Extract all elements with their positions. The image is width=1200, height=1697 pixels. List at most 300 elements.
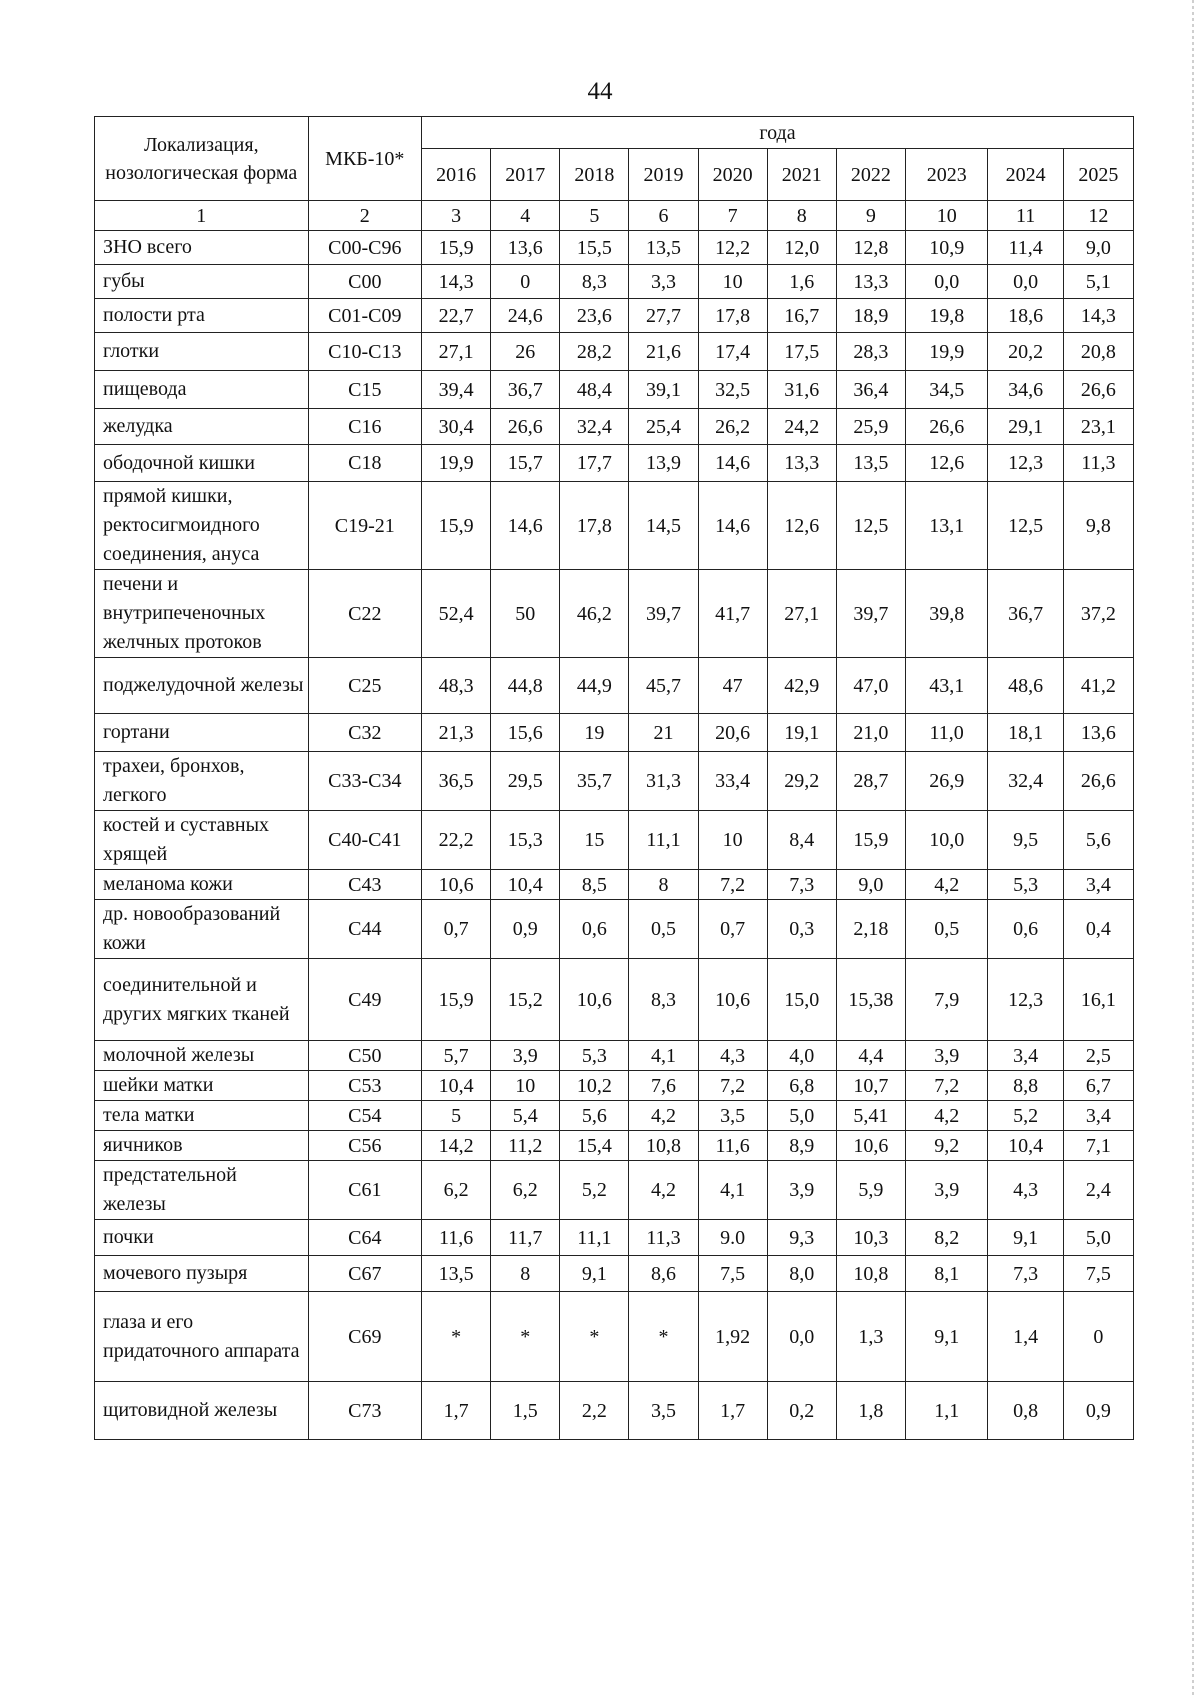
cell-value: 12,5 — [836, 482, 905, 570]
cell-value: 9,1 — [988, 1220, 1063, 1256]
cell-value: 32,4 — [560, 409, 629, 445]
cell-value: 20,6 — [698, 714, 767, 752]
cell-value: 11,3 — [1063, 445, 1133, 482]
cell-value: 0,7 — [422, 900, 491, 959]
cell-value: 13,1 — [905, 482, 988, 570]
cell-value: 3,5 — [698, 1101, 767, 1131]
cell-value: 26 — [491, 333, 560, 371]
cell-localization: меланома кожи — [95, 870, 309, 900]
cell-value: 7,2 — [698, 870, 767, 900]
header-year: 2022 — [836, 149, 905, 201]
column-number: 4 — [491, 201, 560, 231]
cell-icd: С64 — [308, 1220, 421, 1256]
cell-value: 3,4 — [1063, 870, 1133, 900]
cell-localization: пищевода — [95, 371, 309, 409]
cell-value: 11,6 — [422, 1220, 491, 1256]
column-number: 7 — [698, 201, 767, 231]
cell-value: 32,5 — [698, 371, 767, 409]
cell-value: 39,4 — [422, 371, 491, 409]
table-row — [95, 1220, 1134, 1256]
cell-value: 44,9 — [560, 658, 629, 714]
cell-icd: С19-21 — [308, 482, 421, 570]
cell-value: 13,5 — [422, 1256, 491, 1292]
cell-localization: глотки — [95, 333, 309, 371]
cell-value: 15 — [560, 811, 629, 870]
cell-localization: ободочной кишки — [95, 445, 309, 482]
table-row — [95, 1292, 1134, 1382]
cell-value: 36,4 — [836, 371, 905, 409]
cell-value: 41,7 — [698, 570, 767, 658]
cell-value: 13,9 — [629, 445, 698, 482]
header-years-group: года — [422, 117, 1134, 149]
cell-value: 5,41 — [836, 1101, 905, 1131]
table-row — [95, 752, 1134, 811]
cell-value: 0,7 — [698, 900, 767, 959]
cell-value: 9,1 — [560, 1256, 629, 1292]
cell-value: 10,4 — [422, 1071, 491, 1101]
cell-icd: С50 — [308, 1041, 421, 1071]
cell-value: 10,6 — [560, 959, 629, 1041]
cell-icd: С10-С13 — [308, 333, 421, 371]
table-row — [95, 1131, 1134, 1161]
cell-value: 1,7 — [698, 1382, 767, 1440]
table-row — [95, 714, 1134, 752]
cell-value: 23,1 — [1063, 409, 1133, 445]
cell-value: 25,9 — [836, 409, 905, 445]
cell-value: 21,3 — [422, 714, 491, 752]
cell-value: 5,7 — [422, 1041, 491, 1071]
header-year: 2020 — [698, 149, 767, 201]
cell-value: 11,0 — [905, 714, 988, 752]
cell-value: 39,8 — [905, 570, 988, 658]
cell-value: 32,4 — [988, 752, 1063, 811]
cell-value: 17,8 — [698, 299, 767, 333]
cell-icd: С53 — [308, 1071, 421, 1101]
cell-value: 21,6 — [629, 333, 698, 371]
cell-icd: С15 — [308, 371, 421, 409]
cell-value: 26,6 — [1063, 371, 1133, 409]
cell-icd: С01-С09 — [308, 299, 421, 333]
header-year: 2018 — [560, 149, 629, 201]
cell-value: 24,2 — [767, 409, 836, 445]
cell-value: 13,5 — [836, 445, 905, 482]
table-row — [95, 1041, 1134, 1071]
mortality-table — [94, 116, 1134, 1440]
cell-value: 14,3 — [422, 265, 491, 299]
cell-value: 9,5 — [988, 811, 1063, 870]
cell-value: 10,4 — [988, 1131, 1063, 1161]
cell-value: 6,8 — [767, 1071, 836, 1101]
table-row — [95, 1256, 1134, 1292]
cell-localization: трахеи, бронхов, легкого — [95, 752, 309, 811]
cell-value: 52,4 — [422, 570, 491, 658]
cell-localization: молочной железы — [95, 1041, 309, 1071]
cell-icd: С18 — [308, 445, 421, 482]
cell-value: 4,1 — [629, 1041, 698, 1071]
cell-value: 14,6 — [698, 445, 767, 482]
cell-value: 15,7 — [491, 445, 560, 482]
cell-value: 10,2 — [560, 1071, 629, 1101]
cell-icd: С25 — [308, 658, 421, 714]
cell-value: 3,4 — [1063, 1101, 1133, 1131]
cell-icd: С32 — [308, 714, 421, 752]
cell-icd: С33-С34 — [308, 752, 421, 811]
cell-value: 26,6 — [1063, 752, 1133, 811]
cell-value: 2,5 — [1063, 1041, 1133, 1071]
cell-value: 22,2 — [422, 811, 491, 870]
cell-value: 5,6 — [1063, 811, 1133, 870]
cell-value: 10,4 — [491, 870, 560, 900]
cell-value: 15,0 — [767, 959, 836, 1041]
cell-value: 6,2 — [422, 1161, 491, 1220]
cell-value: 8,3 — [560, 265, 629, 299]
cell-value: 1,7 — [422, 1382, 491, 1440]
column-number: 6 — [629, 201, 698, 231]
cell-value: 18,1 — [988, 714, 1063, 752]
cell-value: 7,2 — [698, 1071, 767, 1101]
cell-value: * — [491, 1292, 560, 1382]
cell-icd: С54 — [308, 1101, 421, 1131]
cell-value: 19,9 — [422, 445, 491, 482]
cell-value: 41,2 — [1063, 658, 1133, 714]
cell-value: 36,5 — [422, 752, 491, 811]
cell-value: 0,0 — [988, 265, 1063, 299]
table-row — [95, 1071, 1134, 1101]
cell-value: 4,2 — [629, 1161, 698, 1220]
cell-value: 34,6 — [988, 371, 1063, 409]
cell-value: 3,9 — [905, 1041, 988, 1071]
cell-value: 36,7 — [491, 371, 560, 409]
cell-value: 0,9 — [491, 900, 560, 959]
cell-value: 36,7 — [988, 570, 1063, 658]
cell-value: * — [629, 1292, 698, 1382]
cell-localization: почки — [95, 1220, 309, 1256]
cell-value: 5,3 — [988, 870, 1063, 900]
table-row — [95, 265, 1134, 299]
column-number: 12 — [1063, 201, 1133, 231]
cell-value: 6,7 — [1063, 1071, 1133, 1101]
cell-value: 44,8 — [491, 658, 560, 714]
cell-value: 9,0 — [836, 870, 905, 900]
cell-value: 6,2 — [491, 1161, 560, 1220]
cell-value: 12,0 — [767, 231, 836, 265]
cell-localization: печени и внутрипеченочных желчных протоков — [95, 570, 309, 658]
table-body — [95, 231, 1134, 1440]
table-row — [95, 445, 1134, 482]
header-icd: МКБ-10* — [308, 117, 421, 201]
cell-localization: тела матки — [95, 1101, 309, 1131]
cell-value: 3,4 — [988, 1041, 1063, 1071]
cell-value: 2,4 — [1063, 1161, 1133, 1220]
cell-localization: др. новообразований кожи — [95, 900, 309, 959]
cell-value: 1,8 — [836, 1382, 905, 1440]
cell-value: 9,1 — [905, 1292, 988, 1382]
cell-value: 17,4 — [698, 333, 767, 371]
cell-value: 2,2 — [560, 1382, 629, 1440]
cell-value: 3,9 — [905, 1161, 988, 1220]
column-number: 9 — [836, 201, 905, 231]
cell-value: 10,9 — [905, 231, 988, 265]
header-year: 2024 — [988, 149, 1063, 201]
cell-value: 8,9 — [767, 1131, 836, 1161]
cell-value: 29,2 — [767, 752, 836, 811]
table-row — [95, 482, 1134, 570]
cell-value: 19 — [560, 714, 629, 752]
cell-value: 26,9 — [905, 752, 988, 811]
cell-value: 17,8 — [560, 482, 629, 570]
cell-value: 9,8 — [1063, 482, 1133, 570]
cell-value: 5,2 — [988, 1101, 1063, 1131]
cell-value: 3,3 — [629, 265, 698, 299]
cell-value: 8,3 — [629, 959, 698, 1041]
cell-value: 26,6 — [491, 409, 560, 445]
cell-value: 46,2 — [560, 570, 629, 658]
cell-value: 1,4 — [988, 1292, 1063, 1382]
cell-value: 48,4 — [560, 371, 629, 409]
cell-value: 5,2 — [560, 1161, 629, 1220]
cell-value: 0,6 — [560, 900, 629, 959]
cell-value: 15,9 — [422, 231, 491, 265]
cell-value: 39,1 — [629, 371, 698, 409]
cell-value: 15,9 — [836, 811, 905, 870]
table-row — [95, 371, 1134, 409]
cell-value: 10,3 — [836, 1220, 905, 1256]
cell-value: 5,4 — [491, 1101, 560, 1131]
cell-icd: С40-С41 — [308, 811, 421, 870]
cell-value: 28,3 — [836, 333, 905, 371]
cell-value: 7,3 — [767, 870, 836, 900]
cell-value: 21,0 — [836, 714, 905, 752]
cell-value: 13,3 — [767, 445, 836, 482]
cell-value: 4,0 — [767, 1041, 836, 1071]
cell-value: 7,3 — [988, 1256, 1063, 1292]
cell-value: 31,6 — [767, 371, 836, 409]
cell-value: 18,6 — [988, 299, 1063, 333]
cell-value: 10 — [491, 1071, 560, 1101]
cell-value: 28,7 — [836, 752, 905, 811]
cell-value: 23,6 — [560, 299, 629, 333]
column-number: 2 — [308, 201, 421, 231]
column-number: 3 — [422, 201, 491, 231]
page-number: 44 — [587, 78, 613, 105]
header-year: 2021 — [767, 149, 836, 201]
cell-value: 20,2 — [988, 333, 1063, 371]
table-row — [95, 1161, 1134, 1220]
header-localization: Локализация, нозологическая форма — [95, 117, 309, 201]
cell-value: 10 — [698, 265, 767, 299]
cell-value: 4,2 — [905, 1101, 988, 1131]
cell-value: 4,3 — [988, 1161, 1063, 1220]
cell-value: 5 — [422, 1101, 491, 1131]
cell-value: 47 — [698, 658, 767, 714]
cell-localization: желудка — [95, 409, 309, 445]
column-number: 11 — [988, 201, 1063, 231]
cell-value: 8,0 — [767, 1256, 836, 1292]
column-number: 10 — [905, 201, 988, 231]
cell-value: 19,9 — [905, 333, 988, 371]
cell-value: 24,6 — [491, 299, 560, 333]
column-number: 1 — [95, 201, 309, 231]
table-header — [95, 117, 1134, 231]
cell-localization: глаза и его придаточного аппарата — [95, 1292, 309, 1382]
table-row — [95, 870, 1134, 900]
cell-value: 27,7 — [629, 299, 698, 333]
cell-value: 13,6 — [491, 231, 560, 265]
cell-value: 48,3 — [422, 658, 491, 714]
cell-icd: С44 — [308, 900, 421, 959]
cell-value: 9,2 — [905, 1131, 988, 1161]
cell-value: 0,3 — [767, 900, 836, 959]
cell-localization: шейки матки — [95, 1071, 309, 1101]
cell-value: 7,2 — [905, 1071, 988, 1101]
cell-icd: С73 — [308, 1382, 421, 1440]
cell-value: 0,4 — [1063, 900, 1133, 959]
cell-value: 35,7 — [560, 752, 629, 811]
cell-icd: С00-С96 — [308, 231, 421, 265]
cell-value: 9,3 — [767, 1220, 836, 1256]
cell-value: 0,6 — [988, 900, 1063, 959]
cell-value: 4,3 — [698, 1041, 767, 1071]
cell-value: 29,1 — [988, 409, 1063, 445]
cell-value: 4,2 — [629, 1101, 698, 1131]
cell-value: 8,2 — [905, 1220, 988, 1256]
cell-value: 1,6 — [767, 265, 836, 299]
cell-value: 7,5 — [1063, 1256, 1133, 1292]
cell-value: 12,6 — [905, 445, 988, 482]
cell-value: 15,9 — [422, 959, 491, 1041]
cell-icd: С67 — [308, 1256, 421, 1292]
cell-value: 27,1 — [767, 570, 836, 658]
cell-icd: С49 — [308, 959, 421, 1041]
cell-value: 45,7 — [629, 658, 698, 714]
cell-value: * — [560, 1292, 629, 1382]
cell-value: 12,6 — [767, 482, 836, 570]
cell-value: 15,4 — [560, 1131, 629, 1161]
cell-value: 15,3 — [491, 811, 560, 870]
cell-value: 11,6 — [698, 1131, 767, 1161]
cell-localization: мочевого пузыря — [95, 1256, 309, 1292]
cell-value: 4,1 — [698, 1161, 767, 1220]
table-row — [95, 811, 1134, 870]
cell-value: 16,7 — [767, 299, 836, 333]
cell-value: 5,6 — [560, 1101, 629, 1131]
table-row — [95, 231, 1134, 265]
cell-value: 5,3 — [560, 1041, 629, 1071]
cell-value: 0,9 — [1063, 1382, 1133, 1440]
cell-value: 33,4 — [698, 752, 767, 811]
cell-value: 3,9 — [767, 1161, 836, 1220]
table-row — [95, 299, 1134, 333]
cell-localization: костей и суставных хрящей — [95, 811, 309, 870]
cell-value: 13,6 — [1063, 714, 1133, 752]
cell-value: 8,4 — [767, 811, 836, 870]
header-year: 2023 — [905, 149, 988, 201]
cell-value: 8,6 — [629, 1256, 698, 1292]
cell-value: 20,8 — [1063, 333, 1133, 371]
cell-localization: прямой кишки, ректосигмоидного соединения, ануса — [95, 482, 309, 570]
cell-value: 12,3 — [988, 445, 1063, 482]
cell-value: 19,8 — [905, 299, 988, 333]
table-row — [95, 570, 1134, 658]
cell-localization: гортани — [95, 714, 309, 752]
cell-value: 7,6 — [629, 1071, 698, 1101]
cell-value: 29,5 — [491, 752, 560, 811]
scan-edge — [1192, 0, 1194, 1697]
cell-icd: С00 — [308, 265, 421, 299]
table-row — [95, 333, 1134, 371]
cell-localization: поджелудочной железы — [95, 658, 309, 714]
cell-value: 7,9 — [905, 959, 988, 1041]
cell-value: 12,2 — [698, 231, 767, 265]
cell-value: 16,1 — [1063, 959, 1133, 1041]
cell-value: 15,38 — [836, 959, 905, 1041]
cell-value: 25,4 — [629, 409, 698, 445]
cell-localization: яичников — [95, 1131, 309, 1161]
cell-value: 18,9 — [836, 299, 905, 333]
cell-value: 0,0 — [905, 265, 988, 299]
cell-value: 30,4 — [422, 409, 491, 445]
cell-value: 31,3 — [629, 752, 698, 811]
cell-value: 28,2 — [560, 333, 629, 371]
cell-value: 19,1 — [767, 714, 836, 752]
cell-value: 0,2 — [767, 1382, 836, 1440]
cell-value: * — [422, 1292, 491, 1382]
cell-value: 8,8 — [988, 1071, 1063, 1101]
cell-value: 27,1 — [422, 333, 491, 371]
cell-value: 7,5 — [698, 1256, 767, 1292]
table-row — [95, 658, 1134, 714]
table-row — [95, 409, 1134, 445]
cell-value: 34,5 — [905, 371, 988, 409]
cell-value: 5,0 — [767, 1101, 836, 1131]
cell-value: 12,5 — [988, 482, 1063, 570]
cell-value: 12,3 — [988, 959, 1063, 1041]
cell-value: 1,3 — [836, 1292, 905, 1382]
header-year: 2016 — [422, 149, 491, 201]
cell-value: 15,6 — [491, 714, 560, 752]
cell-value: 0,0 — [767, 1292, 836, 1382]
cell-value: 5,0 — [1063, 1220, 1133, 1256]
cell-value: 10,8 — [836, 1256, 905, 1292]
cell-value: 10,6 — [836, 1131, 905, 1161]
cell-value: 10 — [698, 811, 767, 870]
cell-value: 2,18 — [836, 900, 905, 959]
cell-localization: соединительной и других мягких тканей — [95, 959, 309, 1041]
cell-value: 14,5 — [629, 482, 698, 570]
cell-value: 15,2 — [491, 959, 560, 1041]
cell-value: 4,2 — [905, 870, 988, 900]
cell-value: 39,7 — [629, 570, 698, 658]
cell-value: 10,0 — [905, 811, 988, 870]
cell-value: 17,5 — [767, 333, 836, 371]
cell-value: 26,6 — [905, 409, 988, 445]
cell-value: 26,2 — [698, 409, 767, 445]
cell-value: 1,92 — [698, 1292, 767, 1382]
header-year: 2017 — [491, 149, 560, 201]
cell-value: 43,1 — [905, 658, 988, 714]
cell-value: 21 — [629, 714, 698, 752]
cell-value: 12,8 — [836, 231, 905, 265]
table-row — [95, 1382, 1134, 1440]
table-row — [95, 900, 1134, 959]
cell-value: 14,6 — [698, 482, 767, 570]
column-number: 8 — [767, 201, 836, 231]
cell-icd: С69 — [308, 1292, 421, 1382]
cell-localization: ЗНО всего — [95, 231, 309, 265]
cell-value: 8,1 — [905, 1256, 988, 1292]
cell-value: 3,9 — [491, 1041, 560, 1071]
cell-value: 50 — [491, 570, 560, 658]
